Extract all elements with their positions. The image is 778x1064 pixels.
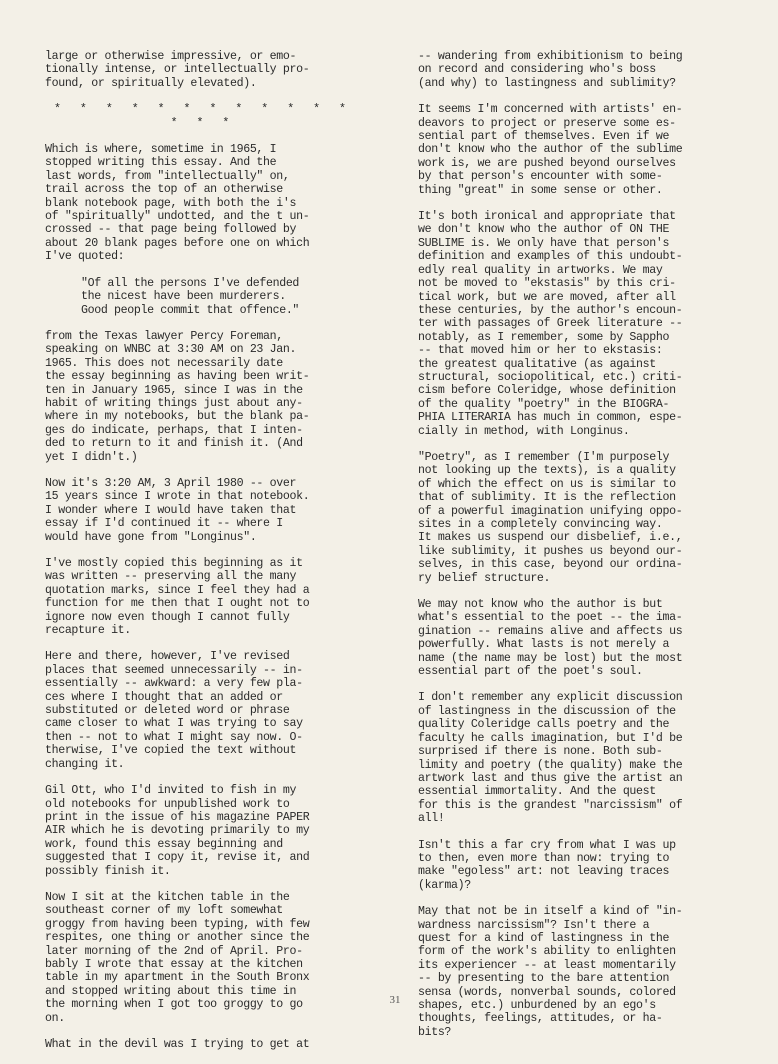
- paragraph: Now it's 3:20 AM, 3 April 1980 -- over 15 years since I wrote in that notebook. I wonder where I would have taken that essay if I'd continued it -- where I would have gone from "Longinus".: [45, 476, 310, 544]
- section-divider: * * * * * * * * * * * * * * *: [53, 103, 365, 130]
- paragraph: from the Texas lawyer Percy Foreman, speaking on WNBC at 3:30 AM on 23 Jan. 1965. This does not necessarily date the essay beginning as having been writ- ten in January 1965, since I was in the habit of writing things just about any- where in my notebooks, but the blank pa- ges do indicate, perhaps, that I inten- ded to return to it and finish it. (And yet I didn't.): [45, 329, 310, 464]
- paragraph: "Poetry", as I remember (I'm purposely not looking up the texts), is a quality of which the effect on us is similar to that of sublimity. It is the reflection of a powerful imagination unifying oppo- sites in a completely convincing way. It makes us suspend our disbelief, i.e., like sublimity, it pushes us beyond our- selves, in this case, beyond our ordina- ry belief structure.: [418, 450, 683, 585]
- paragraph: Gil Ott, who I'd invited to fish in my old notebooks for unpublished work to print in the issue of his magazine PAPER AIR which he is devoting primarily to my work, found this essay beginning and suggested that I copy it, revise it, and possibly finish it.: [45, 784, 310, 878]
- left-column: [45, 50, 365, 1064]
- paragraph: Isn't this a far cry from what I was up to then, even more than now: trying to make "egoless" art: not leaving traces (karma)?: [418, 838, 676, 892]
- paragraph: Which is where, sometime in 1965, I stopped writing this essay. And the last words, from "intellectually" on, trail across the top of an otherwise blank notebook page, with both the i's of "spiritually" undotted, and the t un- crossed -- that page being followed by about 20 blank pages before one on which I've quoted:: [45, 143, 310, 264]
- page-number: 31: [389, 994, 401, 1006]
- paragraph: We may not know who the author is but what's essential to the poet -- the ima- gination -- remains alive and affects us powerfully. What lasts is not merely a name (the name may be lost) but the most essential part of the poet's soul.: [418, 598, 683, 679]
- paragraph: I don't remember any explicit discussion of lastingness in the discussion of the quality Coleridge calls poetry and the faculty he calls imagination, but I'd be surprised if there is none. Both sub- limity and poetry (the quality) make the artwork last and thus give the artist an essential immortality. And the quest for this is the grandest "narcissism" of all!: [418, 691, 683, 826]
- paragraph: I've mostly copied this beginning as it was written -- preserving all the many quotation marks, since I feel they had a function for me then that I ought not to ignore now even though I cannot fully recapture it.: [45, 557, 310, 638]
- paragraph: large or otherwise impressive, or emo- tionally intense, or intellectually pro- found, or spiritually elevated).: [45, 50, 310, 90]
- paragraph: Here and there, however, I've revised places that seemed unnecessarily -- in- essentially -- awkward: a very few pla- ces where I thought that an added or substituted or deleted word or phrase came closer to what I was trying to say then -- not to what I might say now. O- therwise, I've copied the text without changing it.: [45, 650, 303, 771]
- paragraph: What in the devil was I trying to get at: [45, 1038, 310, 1051]
- paragraph: Now I sit at the kitchen table in the southeast corner of my loft somewhat groggy from having been typing, with few respites, one thing or another since the later morning of the 2nd of April. Pro- bably I wrote that essay at the kitchen table in my apartment in the South Bronx and stopped writing about this time in the morning when I got too groggy to go on.: [45, 890, 310, 1025]
- paragraph: -- wandering from exhibitionism to being on record and considering who's boss (and why) to lastingness and sublimity?: [418, 50, 683, 90]
- paragraph: May that not be in itself a kind of "in- wardness narcissism"? Isn't there a quest for a kind of lastingness in the form of the work's ability to enlighten its experiencer -- at least momentarily -- by presenting to the bare attention sensa (words, nonverbal sounds, colored shapes, etc.) unburdened by an ego's thoughts, feelings, attitudes, or ha- bits?: [418, 905, 683, 1039]
- paragraph: It seems I'm concerned with artists' en- deavors to project or preserve some es- sential part of themselves. Even if we don't know who the author of the sublime work is, we are pushed beyond ourselves by that person's encounter with some- thing "great" in some sense or other.: [418, 103, 683, 197]
- paragraph: It's both ironical and appropriate that we don't know who the author of ON THE SUBLIME is. We only have that person's definition and examples of this undoubt- edly real quality in artworks. We may not be moved to "ekstasis" by this cri- tical work, but we are moved, after all these centuries, by the author's encoun- ter with passages of Greek literature -- notably, as I remember, some by Sappho -- that moved him or her to ekstasis: the greatest qualitative (as against structural, sociopolitical, etc.) criti- cism before Coleridge, whose definition of the quality "poetry" in the BIOGRA- PHIA LITERARIA has much in common, espe- cially in method, with Longinus.: [418, 210, 683, 438]
- right-column: [418, 50, 734, 1052]
- block-quote: "Of all the persons I've defended the nicest have been murderers. Good people commit that offence.": [81, 276, 300, 317]
